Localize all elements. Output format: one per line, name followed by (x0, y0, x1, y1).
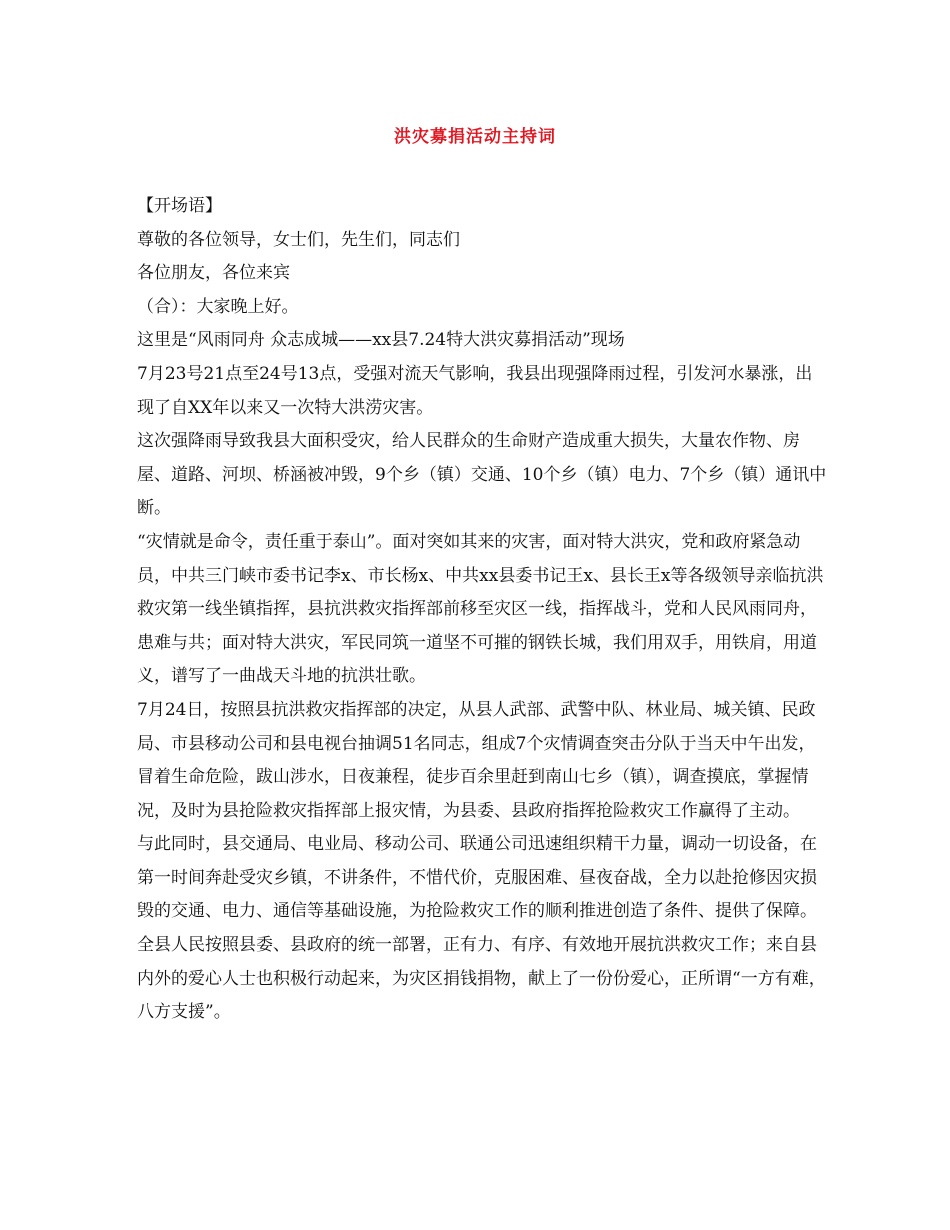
paragraph-event-intro: 这里是“风雨同舟 众志成城——xx县7.24特大洪灾募捐活动”现场 (137, 330, 625, 351)
paragraph-good-evening: （合）：大家晚上好。 (137, 296, 299, 317)
paragraph-command: “灾情就是命令，责任重于泰山”。面对突如其来的灾害，面对特大洪灾，党和政府紧急动员，中共三门峡市委书记李x、市长杨x、中共xx县委书记王x、县长王x等各级领导亲临抗洪救灾第一线坐镇指挥，县抗洪救灾指挥部前移至灾区一线，指挥战斗，党和人民风雨同舟，患难与共；面对特大洪灾，军民同筑一道坚不可摧的钢铁长城，我们用双手，用铁肩，用道义，谱写了一曲战天斗地的抗洪壮歌。 (137, 531, 824, 687)
document-title: 洪灾募捐活动主持词 (394, 127, 556, 147)
document-body (137, 190, 827, 1030)
paragraph-greeting-guests: 各位朋友，各位来宾 (137, 263, 290, 284)
paragraph-damage: 这次强降雨导致我县大面积受灾，给人民群众的生命财产造成重大损失，大量农作物、房屋、道路、河坝、桥涵被冲毁，9个乡（镇）交通、10个乡（镇）电力、7个乡（镇）通讯中断。 (137, 431, 827, 519)
paragraph-greeting-leaders: 尊敬的各位领导，女士们，先生们，同志们 (137, 229, 460, 250)
paragraph-repair-support: 与此同时，县交通局、电业局、移动公司、联通公司迅速组织精干力量，调动一切设备，在第一时间奔赴受灾乡镇，不讲条件，不惜代价，克服困难、昼夜奋战，全力以赴抢修因灾损毁的交通、电力、通信等基础设施，为抢险救灾工作的顺利推进创造了条件、提供了保障。全县人民按照县委、县政府的统一部署，正有力、有序、有效地开展抗洪救灾工作；来自县内外的爱心人士也积极行动起来，为灾区捐钱捐物，献上了一份份爱心，正所谓“一方有难，八方支援”。 (137, 834, 826, 1023)
paragraph-rainstorm: 7月23号21点至24号13点，受强对流天气影响，我县出现强降雨过程，引发河水暴涨，出现了自XX年以来又一次特大洪涝灾害。 (137, 363, 813, 418)
paragraph-survey-teams: 7月24日，按照县抗洪救灾指挥部的决定，从县人武部、武警中队、林业局、城关镇、民政局、市县移动公司和县电视台抽调51名同志，组成7个灾情调查突击分队于当天中午出发，冒着生命危险，跋山涉水，日夜兼程，徒步百余里赶到南山七乡（镇），调查摸底，掌握情况，及时为县抢险救灾指挥部上报灾情，为县委、县政府指挥抢险救灾工作赢得了主动。 (137, 699, 816, 821)
paragraph-opening-label: 【开场语】 (137, 196, 222, 216)
